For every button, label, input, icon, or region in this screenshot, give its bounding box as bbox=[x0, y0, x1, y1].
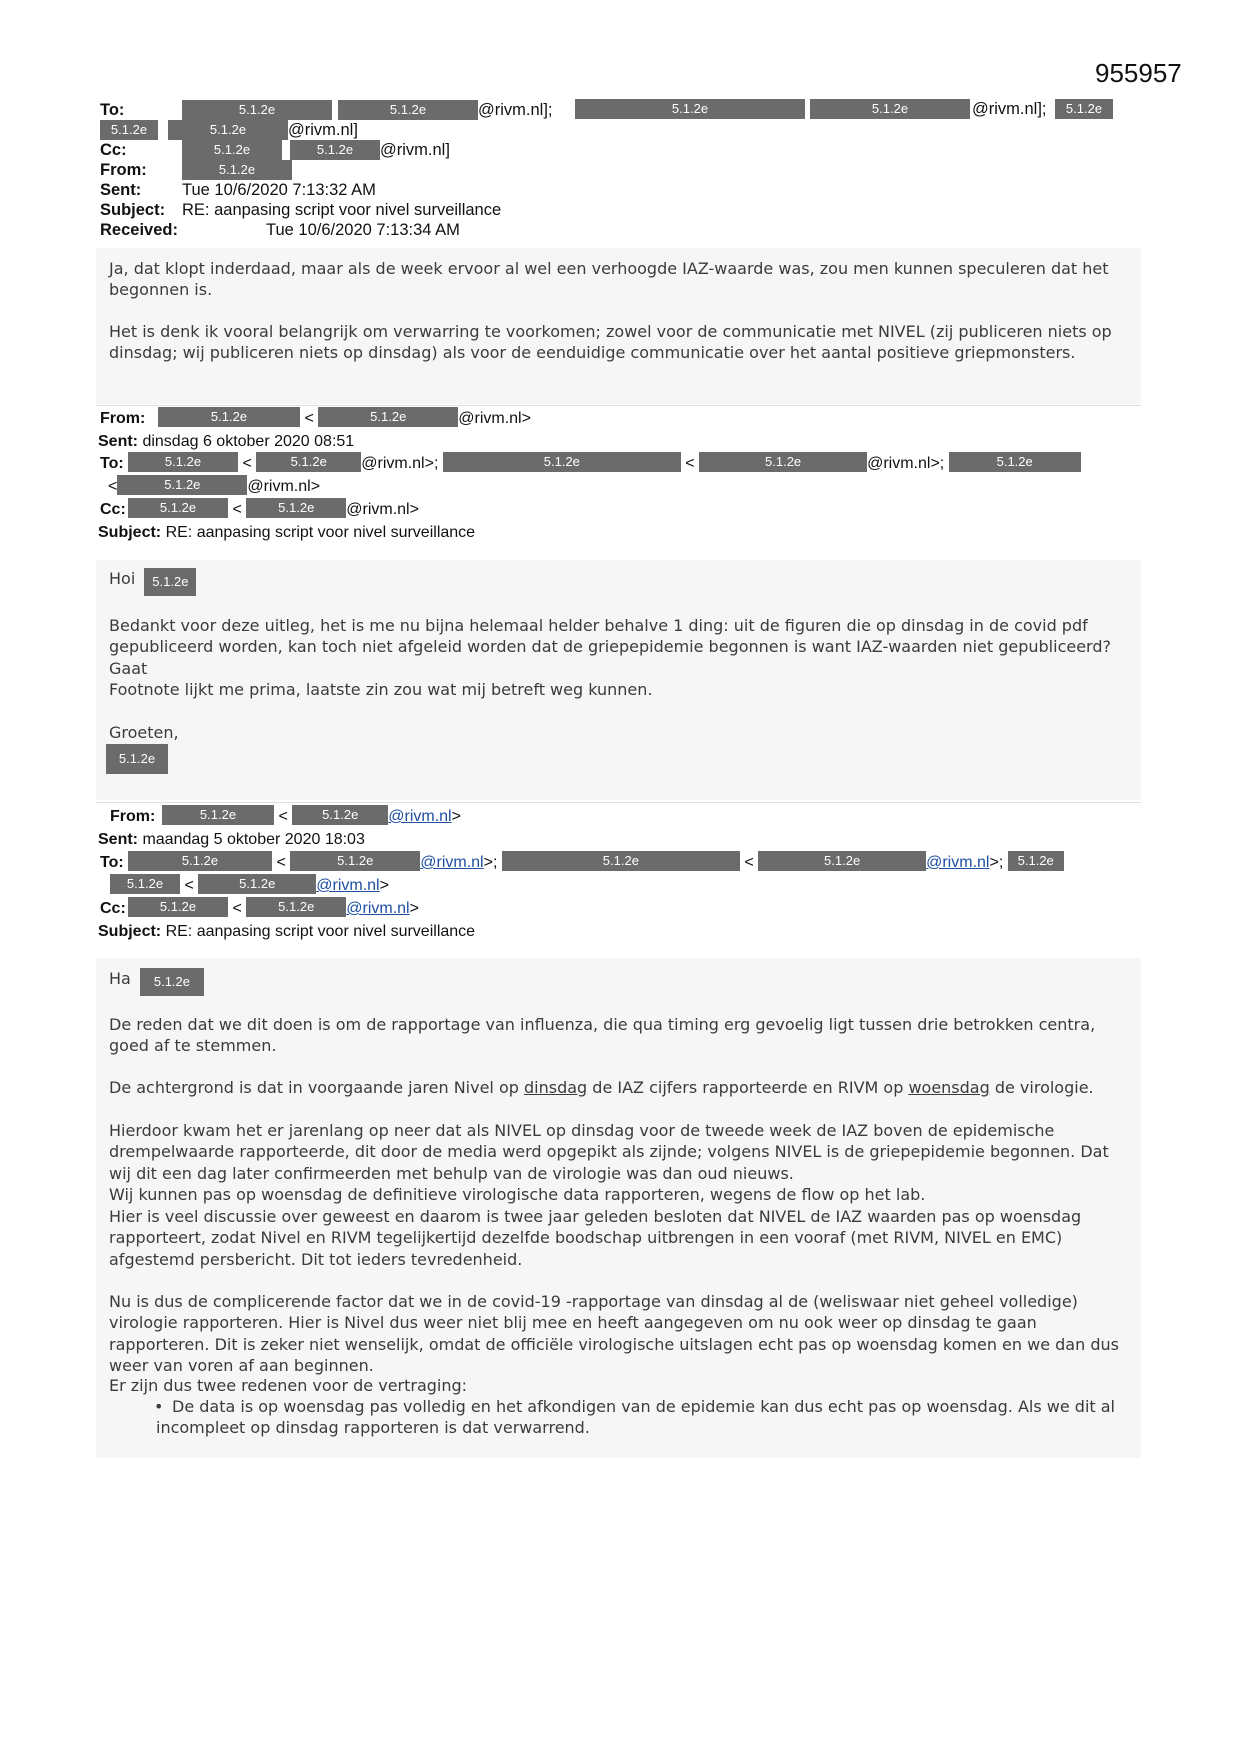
redaction-box: 5.1.2e bbox=[128, 851, 272, 871]
redaction-box: 5.1.2e bbox=[699, 452, 867, 472]
greeting-text: Hoi bbox=[109, 569, 136, 588]
msg3-sent-row bbox=[98, 828, 365, 851]
sent-value: maandag 5 oktober 2020 18:03 bbox=[142, 831, 365, 848]
to-address: @rivm.nl]; bbox=[972, 100, 1047, 118]
from-address: @rivm.nl> bbox=[458, 410, 531, 427]
header-cc-row bbox=[100, 140, 450, 160]
divider bbox=[96, 405, 1141, 406]
greeting bbox=[109, 968, 204, 996]
lt-sign: < bbox=[232, 900, 242, 917]
msg2-sent-row bbox=[98, 430, 354, 453]
redaction-box: 5.1.2e bbox=[758, 851, 926, 871]
subject-value: RE: aanpasing script voor nivel surveillance bbox=[165, 524, 476, 541]
subject-value: RE: aanpasing script voor nivel surveillance bbox=[182, 201, 502, 219]
cc-address: @rivm.nl] bbox=[380, 141, 450, 159]
paragraph: Hierdoor kwam het er jarenlang op neer dat als NIVEL op dinsdag voor de tweede week de IAZ boven de epidemische drempelwaarde rapporteerde, dit door de media werd opgepikt als zijnde; volgens NIVEL is de griepepidemie begonnen. Dat wij dit een dag later confirmeerden met behulp van de virologie was dan oud nieuws. bbox=[109, 1121, 1109, 1183]
to-address: @rivm.nl>; bbox=[361, 455, 439, 472]
header-to-row-2 bbox=[100, 120, 358, 140]
lt-sign: < bbox=[304, 410, 314, 427]
received-label: Received: bbox=[100, 221, 178, 239]
redaction-box: 5.1.2e bbox=[290, 140, 380, 160]
to-address: @rivm.nl] bbox=[288, 121, 358, 139]
paragraph: Nu is dus de complicerende factor dat we in de covid-19 -rapportage van dinsdag al de (weliswaar niet geheel volledige) virologie rapporteren. Hier is Nivel dus weer niet blij mee en heeft aangegeven om nu ook weer op dinsdag te gaan rapporteren. Dit is zeker niet wenselijk, omdat de officiële virologische uitslagen echt pas op woensdag komen en we dan dus weer van voren af aan beginnen. bbox=[109, 1292, 1119, 1376]
lt-sign: < bbox=[276, 854, 286, 871]
redaction-box: 5.1.2e bbox=[182, 140, 282, 160]
msg3-to-row-2 bbox=[110, 874, 389, 897]
cc-label: Cc: bbox=[100, 900, 126, 917]
redaction-box: 5.1.2e bbox=[128, 498, 228, 518]
lt-sign: < bbox=[184, 877, 194, 894]
lt-sign: < bbox=[744, 854, 754, 871]
underlined-word: dinsdag bbox=[524, 1078, 588, 1097]
header-from-row bbox=[100, 160, 292, 180]
redaction-box: 5.1.2e bbox=[168, 120, 288, 140]
from-label: From: bbox=[100, 161, 147, 179]
bullet-text: De data is op woensdag pas volledig en het afkondigen van de epidemie kan dus echt pas op woensdag. Als we dit al incompleet op dinsdag rapporteren is dat verwarrend. bbox=[156, 1397, 1115, 1438]
redaction-box: 5.1.2e bbox=[128, 452, 238, 472]
bullet-icon: • bbox=[154, 1397, 164, 1416]
header-to-row bbox=[100, 100, 553, 120]
redaction-box: 5.1.2e bbox=[256, 452, 361, 472]
msg3-cc-row bbox=[100, 897, 419, 920]
bullet-item bbox=[156, 1396, 1126, 1439]
divider bbox=[96, 802, 1141, 803]
text-run: de IAZ cijfers rapporteerde en RIVM op bbox=[587, 1078, 909, 1097]
paragraph: Hier is veel discussie over geweest en daarom is twee jaar geleden besloten dat NIVEL de IAZ waarden pas op woensdag rapporteert, zodat Nivel en RIVM tegelijkertijd dezelfde boodschap uitbrengen in een vooraf (met RIVM, NIVEL en EMC) afgestemd persbericht. Dit tot ieders tevredenheid. bbox=[109, 1207, 1082, 1269]
greeting bbox=[109, 568, 196, 596]
from-label: From: bbox=[100, 410, 146, 427]
redaction-box: 5.1.2e bbox=[106, 744, 168, 774]
closing: Groeten, bbox=[109, 723, 179, 742]
email-link[interactable]: @rivm.nl bbox=[346, 900, 410, 917]
cc-label: Cc: bbox=[100, 501, 126, 518]
redaction-box: 5.1.2e bbox=[1055, 99, 1113, 119]
gt-sign: >; bbox=[483, 854, 498, 871]
msg3-from-row bbox=[110, 805, 461, 828]
paragraph: Er zijn dus twee redenen voor de vertraging: bbox=[109, 1376, 468, 1395]
redaction-box: 5.1.2e bbox=[100, 120, 158, 140]
to-label: To: bbox=[100, 101, 125, 119]
gt-sign: > bbox=[409, 900, 419, 917]
text-run: De achtergrond is dat in voorgaande jaren Nivel op bbox=[109, 1078, 524, 1097]
to-address: @rivm.nl> bbox=[247, 478, 321, 495]
subject-label: Subject: bbox=[98, 923, 162, 940]
msg2-from-row bbox=[100, 407, 531, 430]
redaction-box: 5.1.2e bbox=[810, 99, 970, 119]
msg2-to-row bbox=[100, 452, 1081, 475]
redaction-box: 5.1.2e bbox=[198, 874, 316, 894]
lt-sign: < bbox=[242, 455, 252, 472]
cc-address: @rivm.nl> bbox=[346, 501, 419, 518]
email-link[interactable]: @rivm.nl bbox=[420, 854, 484, 871]
header-sent-row bbox=[100, 180, 376, 200]
lt-sign: < bbox=[232, 501, 242, 518]
redaction-box: 5.1.2e bbox=[246, 897, 346, 917]
redaction-box: 5.1.2e bbox=[144, 568, 196, 596]
paragraph: Wij kunnen pas op woensdag de definitieve virologische data rapporteren, wegens de flow op het lab. bbox=[109, 1185, 926, 1204]
sent-label: Sent: bbox=[98, 831, 138, 848]
cc-label: Cc: bbox=[100, 141, 127, 159]
gt-sign: >; bbox=[989, 854, 1004, 871]
redaction-box: 5.1.2e bbox=[502, 851, 740, 871]
message-body-1 bbox=[96, 248, 1141, 404]
lt-sign: < bbox=[108, 478, 118, 495]
email-link[interactable]: @rivm.nl bbox=[316, 877, 380, 894]
email-link[interactable]: @rivm.nl bbox=[388, 808, 452, 825]
paragraph: Het is denk ik vooral belangrijk om verwarring te voorkomen; zowel voor de communicatie met NIVEL (zij publiceren niets op dinsdag; wij publiceren niets op dinsdag) als voor de eenduidige communicatie over het aantal positieve griepmonsters. bbox=[109, 322, 1112, 363]
email-link[interactable]: @rivm.nl bbox=[926, 854, 990, 871]
redaction-box: 5.1.2e bbox=[338, 100, 478, 120]
redaction-box: 5.1.2e bbox=[246, 498, 346, 518]
redaction-box: 5.1.2e bbox=[117, 475, 247, 495]
header-subject-row bbox=[100, 200, 501, 220]
redaction-box: 5.1.2e bbox=[290, 851, 420, 871]
lt-sign: < bbox=[278, 808, 288, 825]
sent-value: dinsdag 6 oktober 2020 08:51 bbox=[142, 433, 355, 450]
message-body-3 bbox=[96, 958, 1141, 1458]
redaction-box: 5.1.2e bbox=[140, 968, 204, 996]
paragraph: Ja, dat klopt inderdaad, maar als de week ervoor al wel een verhoogde IAZ-waarde was, zou men kunnen speculeren dat het begonnen is. bbox=[109, 259, 1109, 300]
gt-sign: > bbox=[379, 877, 389, 894]
lt-sign: < bbox=[685, 455, 695, 472]
message-body-2 bbox=[96, 560, 1141, 800]
gt-sign: > bbox=[451, 808, 461, 825]
underlined-word: woensdag bbox=[908, 1078, 990, 1097]
msg2-subject-row bbox=[98, 521, 475, 544]
redaction-box: 5.1.2e bbox=[110, 874, 180, 894]
redaction-box: 5.1.2e bbox=[949, 452, 1081, 472]
sent-label: Sent: bbox=[100, 181, 142, 199]
redaction-box: 5.1.2e bbox=[182, 100, 332, 120]
subject-value: RE: aanpasing script voor nivel surveillance bbox=[165, 923, 476, 940]
redaction-box: 5.1.2e bbox=[162, 805, 274, 825]
sent-value: Tue 10/6/2020 7:13:32 AM bbox=[182, 181, 376, 199]
redaction-box: 5.1.2e bbox=[182, 160, 292, 180]
paragraph: Footnote lijkt me prima, laatste zin zou wat mij betreft weg kunnen. bbox=[109, 680, 653, 699]
redaction-box: 5.1.2e bbox=[575, 99, 805, 119]
paragraph bbox=[109, 1077, 1129, 1098]
redaction-box: 5.1.2e bbox=[443, 452, 681, 472]
redaction-box: 5.1.2e bbox=[128, 897, 228, 917]
greeting-text: Ha bbox=[109, 969, 131, 988]
subject-label: Subject: bbox=[98, 524, 162, 541]
text-run: de virologie. bbox=[989, 1078, 1094, 1097]
subject-label: Subject: bbox=[100, 201, 166, 219]
to-label: To: bbox=[100, 455, 124, 472]
to-label: To: bbox=[100, 854, 124, 871]
msg3-subject-row bbox=[98, 920, 475, 943]
msg2-cc-row bbox=[100, 498, 419, 521]
redaction-box: 5.1.2e bbox=[318, 407, 458, 427]
received-value: Tue 10/6/2020 7:13:34 AM bbox=[266, 221, 460, 239]
to-address: @rivm.nl>; bbox=[867, 455, 945, 472]
to-address: @rivm.nl]; bbox=[478, 101, 553, 119]
msg3-to-row bbox=[100, 851, 1064, 874]
document-id: 955957 bbox=[1095, 58, 1182, 88]
redaction-box: 5.1.2e bbox=[1008, 851, 1064, 871]
header-received-row bbox=[100, 220, 460, 240]
redaction-box: 5.1.2e bbox=[158, 407, 300, 427]
msg2-to-row-2 bbox=[108, 475, 320, 498]
paragraph: De reden dat we dit doen is om de rapportage van influenza, die qua timing erg gevoelig ligt tussen drie betrokken centra, goed af te stemmen. bbox=[109, 1015, 1096, 1056]
redaction-box: 5.1.2e bbox=[292, 805, 388, 825]
from-label: From: bbox=[110, 808, 156, 825]
sent-label: Sent: bbox=[98, 433, 138, 450]
paragraph: Bedankt voor deze uitleg, het is me nu bijna helemaal helder behalve 1 ding: uit de figuren die op dinsdag in de covid pdf gepubliceerd worden, kan toch niet afgeleid worden dat de griepepidemie begonnen is want IAZ-waarden niet gepubliceerd? Gaat bbox=[109, 616, 1111, 678]
